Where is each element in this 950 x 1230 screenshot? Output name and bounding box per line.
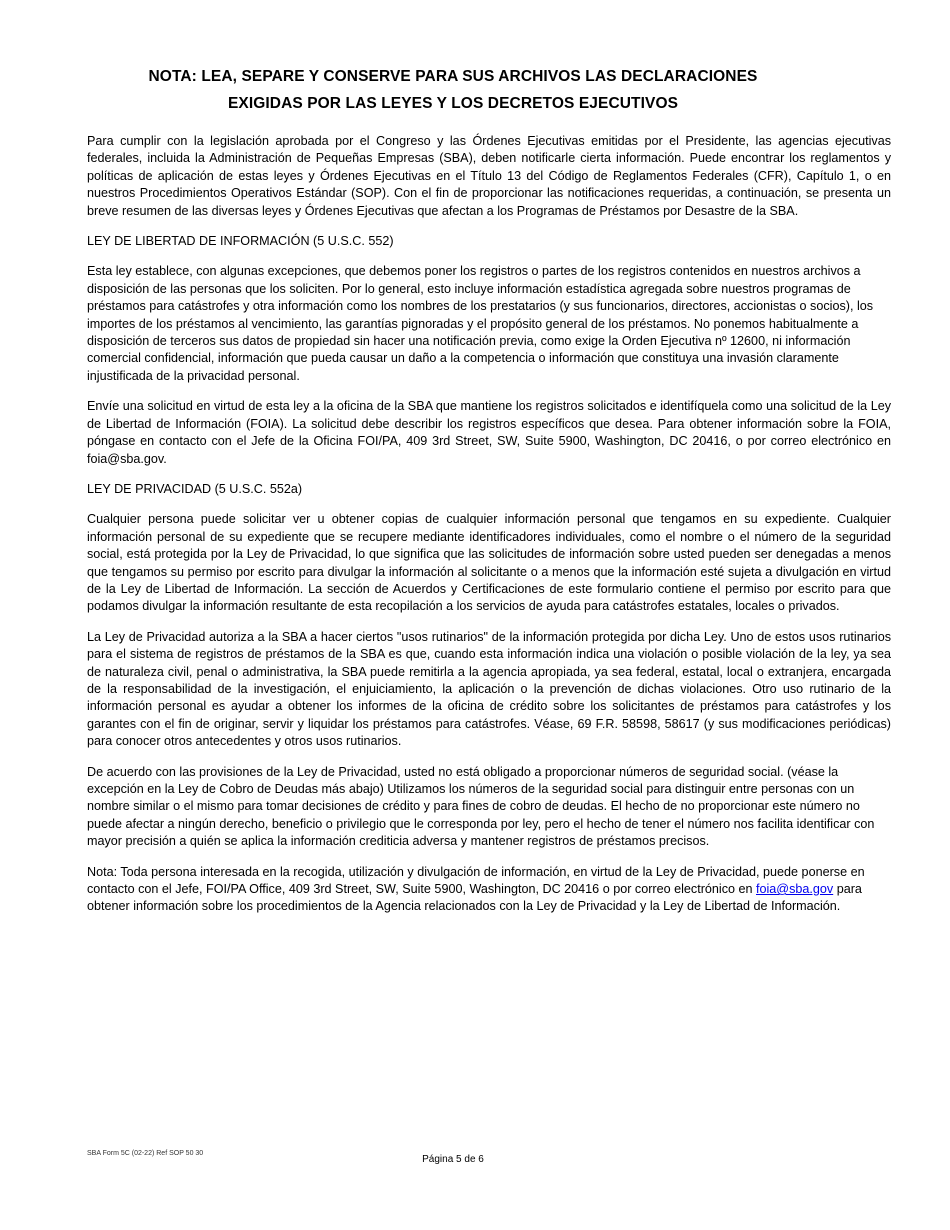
note-paragraph <box>87 864 891 916</box>
form-reference: SBA Form 5C (02-22) Ref SOP 50 30 <box>87 1150 204 1157</box>
document-body <box>87 133 891 929</box>
privacy-heading: LEY DE PRIVACIDAD (5 U.S.C. 552a) <box>87 481 303 496</box>
privacy-paragraph-2: La Ley de Privacidad autoriza a la SBA a hacer ciertos "usos rutinarios" de la información protegida por dicha Ley. Uno de estos usos rutinarios para el sistema de registros de préstamos de la SBA es que, cuando esta información indica una violación o posible violación de la ley, ya sea de naturaleza civil, penal o administrativa, la SBA puede remitirla a la agencia apropiada, ya sea federal, estatal, local o extranjera, encargada de la responsabilidad de la investigación, el enjuiciamiento, la aplicación o la prevención de dichas violaciones. Otro uso rutinario de la información personal es ayudar a obtener los informes de la oficina de crédito sobre los solicitantes de préstamos para catástrofes y los garantes con el fin de originar, servir y liquidar los préstamos para catástrofes. Véase, 69 F.R. 58598, 58617 (y sus modificaciones periódicas) para conocer otros antecedentes y otros usos rutinarios. <box>87 629 891 749</box>
privacy-paragraph-1: Cualquier persona puede solicitar ver u obtener copias de cualquier información personal que tengamos en su expediente. Cualquier información personal de su expediente que se recupere mediante identificadores individuales, como el nombre o el número de la seguridad social, está protegida por la Ley de Privacidad, lo que significa que las solicitudes de información sobre usted pueden ser denegadas a menos que tengamos su permiso por escrito para divulgar la información al solicitante o a menos que la información esté sujeta a divulgación en virtud de la Ley de Libertad de Información. La sección de Acuerdos y Certificaciones de este formulario contiene el permiso por escrito para que podamos divulgar la información resultante de esta recopilación a los servicios de ayuda para catástrofes estatales, locales o privados. <box>87 512 891 614</box>
foia-paragraph-1: Esta ley establece, con algunas excepciones, que debemos poner los registros o partes de los registros contenidos en nuestros archivos a disposición de las personas que los soliciten. Por lo general, esto incluye información estadística agregada sobre nuestros programas de préstamos para catástrofes y otra información como los nombres de los prestatarios (y sus funcionarios, directores, accionistas o socios), los importes de los préstamos al vencimiento, las garantías pignoradas y el propósito general de los préstamos. No ponemos habitualmente a disposición de terceros sus datos de propiedad sin hacer una notificación previa, como exige la Orden Ejecutiva nº 12600, ni información comercial confidencial, información que pueda causar un daño a la competencia o información que constituya una invasión claramente injustificada de la privacidad personal. <box>87 264 874 383</box>
page-title-line2: EXIGIDAS POR LAS LEYES Y LOS DECRETOS EJECUTIVOS <box>227 95 679 112</box>
privacy-paragraph-3: De acuerdo con las provisiones de la Ley de Privacidad, usted no está obligado a proporcionar números de seguridad social. (véase la excepción en la Ley de Cobro de Deudas más abajo) Utilizamos los números de la seguridad social para distinguir entre personas con un nombre similar o el mismo para tomar decisiones de crédito y para fines de cobro de deudas. El hecho de no proporcionar este número no puede afectar a ningún derecho, beneficio o privilegio que le corresponda por ley, pero el hecho de tener el número nos facilita identificar con mayor precisión a quién se aplica la información crediticia adversa y mantener registros de préstamos precisos. <box>87 764 875 849</box>
note-text-after: para obtener información sobre los procedimientos de la Agencia relacionados con la Ley de Privacidad y la Ley de Libertad de Información. <box>87 882 862 914</box>
foia-paragraph-2: Envíe una solicitud en virtud de esta ley a la oficina de la SBA que mantiene los registros solicitados e identifíquela como una solicitud de la Ley de Libertad de Información (FOIA). La solicitud debe describir los registros específicos que desea. Para obtener información sobre la FOIA, póngase en contacto con el Jefe de la Oficina FOI/PA, 409 3rd Street, SW, Suite 5900, Washington, DC 20416, o por correo electrónico en foia@sba.gov. <box>87 399 891 466</box>
foia-heading: LEY DE LIBERTAD DE INFORMACIÓN (5 U.S.C. 552) <box>87 234 394 249</box>
intro-paragraph: Para cumplir con la legislación aprobada por el Congreso y las Órdenes Ejecutivas emitidas por el Presidente, las agencias ejecutivas federales, incluida la Administración de Pequeñas Empresas (SBA), deben notificarle cierta información. Puede encontrar los reglamentos y políticas de aplicación de estas leyes y Órdenes Ejecutivas en el Título 13 del Código de Reglamentos Federales (CFR), Capítulo 1, o en nuestros Procedimientos Operativos Estándar (SOP). Con el fin de proporcionar las notificaciones requeridas, a continuación, se presenta un breve resumen de las diversas leyes y Órdenes Ejecutivas que afectan a los Programas de Préstamos por Desastre de la SBA. <box>87 134 891 218</box>
page-title-line1: NOTA: LEA, SEPARE Y CONSERVE PARA SUS ARCHIVOS LAS DECLARACIONES <box>148 68 758 85</box>
page-number: Página 5 de 6 <box>422 1154 484 1165</box>
note-text-before: Nota: Toda persona interesada en la recogida, utilización y divulgación de información, en virtud de la Ley de Privacidad, puede ponerse en contacto con el Jefe, FOI/PA Office, 409 3rd Street, SW, Suite 5900, Washington, DC 20416 o por correo electrónico en <box>87 864 865 897</box>
foia-email-link[interactable]: foia@sba.gov <box>756 882 834 897</box>
